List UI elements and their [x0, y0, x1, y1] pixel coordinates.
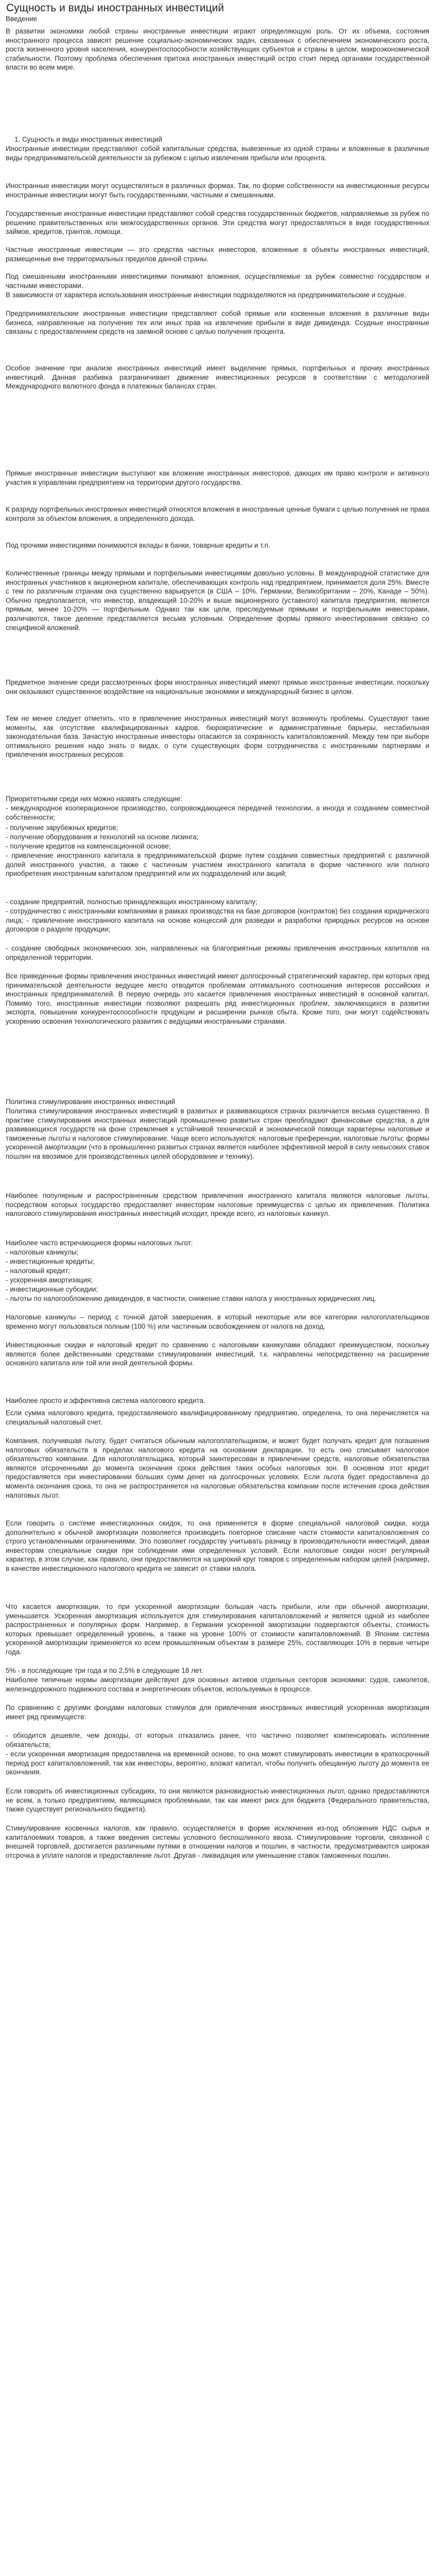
list-item: - привлечение иностранного капитала в предпринимательской форме путем создания совместных предприятий с различной долей иностранного участия, а также с частичным участием иностранного капитала в форме частичного или полного приобретения иностранным капиталом предприятий или их подразделений или акций; — [6, 852, 429, 878]
paragraph: Тем не менее следует отметить, что в привлечение иностранных инвестиций могут возникнуть проблемы. Существуют такие моменты, как отсутствие квалифицированных кадров, бюрократические и административные барьеры, нестабильная законодательная база. Зачастую иностранные инвесторы опасаются за сохранность капиталовложений. Между тем при выборе оптимального решения надо знать о видах, о сути существующих форм сотрудничества с иностранными партнерами и привлечения иностранных ресурсов. — [6, 715, 429, 759]
paragraph: Стимулирование косвенных налогов, как правило, осуществляется в форме исключения из-под обложения НДС сырья и капиталоемких товаров, а также введения системы условного беспошлинного ввоза. Стимулирование торговли, связанной с внешней торговлей, достигается различными путями в отношении налогов и пошлин, в частности, предусматриваются широкая отсрочка в уплате налогов и предоставление льгот. Другая - ликвидация или уменьшение ставок таможенных пошлин. — [6, 1824, 429, 1859]
list-item: - инвестиционные кредиты; — [6, 1258, 95, 1265]
list-item: - налоговый кредит; — [6, 1267, 71, 1275]
paragraph: Политика стимулирования иностранных инвестиций в развитых и развивающихся странах различается весьма существенно. В практике стимулирования иностранных инвестиций промышленно развитых стран преобладают финансовые средства, а для развивающихся государств на фоне стремления к устойчивой технической и экономической помощи характерны налоговые и таможенные льготы и налоговое стимулирование. Чаще всего используются: налоговые преференции, налоговые льготы; формы ускоренной амортизации (что в промышленно развитых странах является наиболее эффективной мерой в силу невысоких ставок пошлин на ввозимое для производственных целей оборудование и технику). — [6, 1107, 429, 1160]
list-item: - создание свободных экономических зон, направленных на благоприятные режимы привлечения иностранных капиталов на определенной территории. — [6, 944, 429, 961]
paragraph: Иностранные инвестиции представляют собой капитальные средства, вывезенные из одной страны и вложенные в различные виды предпринимательской деятельности за рубежом с целью извлечения прибыли или процента. — [6, 145, 429, 162]
paragraph: Количественные границы между прямыми и портфельными инвестициями довольно условны. В международной статистике для иностранных участников к акционерном капитале, обеспечивающих контроль над предприятием, принимается доля 25%. Вместе с тем по различным странам она существенно варьируется (в США – 10%. Германии, Великобритании – 20%, Канаде – 50%). Обычно предполагается, что инвестор, владеющий 10-20% и выше акционерного (уставного) капитала предприятия, является прямым, менее 10-20% — портфельным. Однако так как цели, преследуемые прямыми и портфельными инвесторами, различаются, такое деление представляется весьма условным. Определение формы прямого инвестирования связано со спецификой вложений. — [6, 569, 429, 632]
section-heading: 1. Сущность и виды иностранных инвестиций — [14, 135, 163, 143]
paragraph: В зависимости от характера использования иностранные инвестиции подразделяются на предпринимательские и ссудные. — [6, 291, 407, 299]
paragraph: Наиболее популярным и распространенным средством привлечения иностранного капитала являются налоговые льготы, посредством которых государство предоставляет инвесторам налоговые преимущества с целью их привлечения. Политика налогового стимулирования иностранных инвестиций исходит, прежде всего, из налоговых каникул. — [6, 1192, 429, 1218]
list-item: - если ускоренная амортизация предоставлена на временной основе, то она может стимулировать инвестиции в краткосрочный период рост капиталовложений, так как инвесторы, вероятно, вложат капитал, чтобы получить обещанную льготу до момента ее окончания. — [6, 1750, 429, 1776]
section-heading: Наиболее просто и эффективна система налогового кредита. — [6, 1397, 205, 1404]
paragraph: Под прочими инвестициями понимаются вклады в банки, товарные кредиты и т.п. — [6, 541, 270, 549]
paragraph: Под смешанными иностранными инвестициями понимают вложения, осуществляемые за рубеж совместно государством и частными инвесторами. — [6, 273, 429, 290]
list-item: - инвестиционные субсидии; — [6, 1285, 98, 1293]
paragraph: В развитии экономики любой страны иностранные инвестиции играют определяющую роль. От их объема, состояния иностранного процесса зависят решение социально-экономических задач, связанных с обеспечением экономического роста, роста жизненного уровня населения, конкурентоспособности хозяйствующих субъектов и страны в целом, макроэкономической стабильности. Поэтому проблема обеспечения притока иностранных инвестиций остро стоит перед органами государственной власти во всем мире. — [6, 27, 429, 72]
paragraph: Если сумма налогового кредита, предоставляемого квалифицированному предприятию, определена, то она перечисляется на специальный налоговый счет. — [6, 1409, 429, 1426]
list-item: - получение кредитов на компенсационной основе; — [6, 842, 171, 850]
paragraph: Прямые иностранные инвестиции выступают как вложение иностранных инвесторов, дающих им право контроля и активного участия в управлении предприятием на территории другого государства. — [6, 469, 429, 486]
paragraph: Наиболее типичные нормы амортизации действуют для основных активов отдельных секторов экономики: судов, самолетов, железнодорожного подвижного состава и энергетических объектов, используемых в процессе. — [6, 1676, 429, 1693]
paragraph: Особое значение при анализе иностранных инвестиций имеет выделение прямых, портфельных и прочих иностранных инвестиций. Данная разбивка разграничивает движение инвестиционных ресурсов в соответствии с методологией Международного валютного фонда в платежных балансах стран. — [6, 364, 429, 391]
paragraph: Предпринимательские иностранные инвестиции представляют собой прямые или косвенные вложения в различные виды бизнеса, направленные на получение тех или иных прав на извлечение прибыли в виде дивиденда. Ссудные иностранные связаны с предоставлением средств на заемной основе с целью получения процента. — [6, 310, 429, 336]
list-item: - обходится дешевле, чем доходы, от которых отказались ранее, что частично позволяет компенсировать исполнение обязательств; — [6, 1732, 429, 1749]
list-item: - налоговые каникулы; — [6, 1248, 79, 1256]
list-intro: Наиболее часто встречающиеся формы налоговых льгот: — [6, 1239, 193, 1247]
paragraph: Все приведенные формы привлечения иностранных инвестиций имеют долгосрочный стратегический характер, при которых пред принимательской деятельности ведущее место отводится проблемам оптимального соотношения интересов российских и иностранных предпринимателей. В первую очередь это касается привлечения иностранных инвестиций в основной капитал. Помимо того, иностранные инвестиции позволяют разрешать ряд инвестиционных проблем, заключающихся в развитии экспорта, повышении конкурентоспособности продукции и расширении рынков сбыта. Кроме того, они могут содействовать ускорению освоения технологического развития с ведущими иностранными странами. — [6, 972, 429, 1025]
paragraph: Компания, получившая льготу, будет считаться обычным налогоплательщиком, и может будет получать кредит для погашения налоговых обязательств в пределах налогового кредита на основании декларации, то есть оно списывает налоговое обязательство компании. Для налогоплательщика, который заинтересован в привлечении средств, налоговые обязательства являются отсроченными до момента окончания срока действия таких особых налоговых зон. В основном этот кредит предоставляется при инвестировании больших сумм денег на долгосрочных условиях. Если льгота будет предоставлена до момента окончания срока, то она не распространяется на налоговые обязательства компании после истечения срока действия налоговых льгот. — [6, 1437, 429, 1499]
paragraph: К разряду портфельных иностранных инвестиций относятся вложения в иностранные ценные бумаги с целью получения не права контроля за объектом вложения, а определенного дохода. — [6, 505, 429, 522]
intro-heading: Введение — [6, 15, 38, 23]
list-item: - льготы по налогообложению дивидендов, в частности, снижение ставки налога у иностранных юридических лиц. — [6, 1295, 377, 1302]
list-item: - ускоренная амортизация; — [6, 1276, 93, 1284]
paragraph: Если говорить об инвестиционных субсидиях, то они являются разновидностью инвестиционных льгот, однако предоставляются не всем, а только предприятиям, являющимся проблемными, так как имеют риск для бюджета (Федерального правительства, также существует регионального бюджета). — [6, 1787, 429, 1814]
paragraph: 5% - в последующие три года и по 2,5% в следующие 18 лет. — [6, 1667, 203, 1674]
page-title: Сущность и виды иностранных инвестиций — [6, 2, 224, 14]
paragraph: Налоговые каникулы – период с точной датой завершения, в который некоторые или все категории налогоплательщиков временно могут пользоваться полным (100 %) или частичным освобождением от налога на доход. — [6, 1313, 429, 1330]
list-item: - получение оборудования и технологий на основе лизинга; — [6, 833, 199, 841]
list-item: - создание предприятий, полностью принадлежащих иностранному капиталу; — [6, 898, 257, 906]
list-intro: Приоритетными среди них можно назвать следующие: — [6, 795, 183, 803]
paragraph: Инвестиционные скидки и налоговый кредит по сравнению с налоговыми каникулами обладают преимуществом, поскольку являются более действенными средствами стимулирования инвестиций, т.к. направлены непосредственно на расширение основного капитала или той или иной деятельной формы. — [6, 1341, 429, 1367]
list-item: - сотрудничество с иностранными компаниями в рамках производства на базе договоров (контрактов) без создания юридического лица; - привлечение иностранного капитала на основе концессий для разведки и разработки природных ресурсов на основе договоров о разделе продукции; — [6, 907, 429, 934]
paragraph: По сравнению с другими фондами налоговых стимулов для привлечения иностранных инвестиций ускоренная амортизация имеет ряд преимуществ: — [6, 1704, 429, 1721]
paragraph: Что касается амортизации, то при ускоренной амортизации большая часть прибыли, или при обычной амортизации, уменьшается. Ускоренная амортизация используется для стимулирования капиталовложений и является одной из наиболее распространенных и популярных форм. Например, в Германии ускоренной амортизации подвергаются объекты, стоимость которых превышает определенный уровень, а также на уровне 100% от стоимости капиталовложений. В Японии система ускоренной амортизации применяется ко всем промышленным объектам в размере 25%, составляющих 10% в первые четыре года. — [6, 1603, 429, 1656]
paragraph: Если говорить о системе инвестиционных скидок, то она применяется в форме специальной налоговой скидки, когда дополнительно к обычной амортизации позволяется производить повторное списание части стоимости капиталовложения со строго установленными ограничениями. Это позволяет государству учитывать разницу в производительности инвестиций, давая инвесторам специальные скидки при соблюдении ими определенных условий. Если налоговые скидки носят регулярный характер, в этом случае, как правило, они предоставляются на широкий круг товаров с определенным набором целей (например, в качестве инвестиционного налогового кредита не зависит от ставки налога. — [6, 1519, 429, 1572]
paragraph: Предметное значение среди рассмотренных форм иностранных инвестиций имеют прямые иностранные инвестиции, поскольку они оказывают существенное воздействие на национальные экономики и международный бизнес в целом. — [6, 679, 429, 696]
paragraph: Государственные иностранные инвестиции представляют собой средства государственных бюджетов, направляемые за рубеж по решению правительственных или межгосударственных органов. Эти средства могут предоставляться в виде государственных займов, кредитов, грантов, помощи. — [6, 210, 429, 236]
list-item: - международное кооперационное производство, сопровождающееся передачей технологии, а иногда и созданием совместной собственности; — [6, 804, 429, 821]
paragraph: Иностранные инвестиции могут осуществляться в различных формах. Так, по форме собственности на инвестиционные ресурсы иностранные инвестиции могут быть государственными, частными и смешанными. — [6, 182, 429, 199]
paragraph: Частные иностранные инвестиции — это средства частных инвесторов, вложенные в объекты иностранных инвестиций, размещенные вне территориальных пределов данной страны. — [6, 246, 429, 263]
list-item: - получение зарубежных кредитов; — [6, 824, 118, 832]
section-heading: Политика стимулирования иностранных инвестиций — [6, 1098, 176, 1106]
